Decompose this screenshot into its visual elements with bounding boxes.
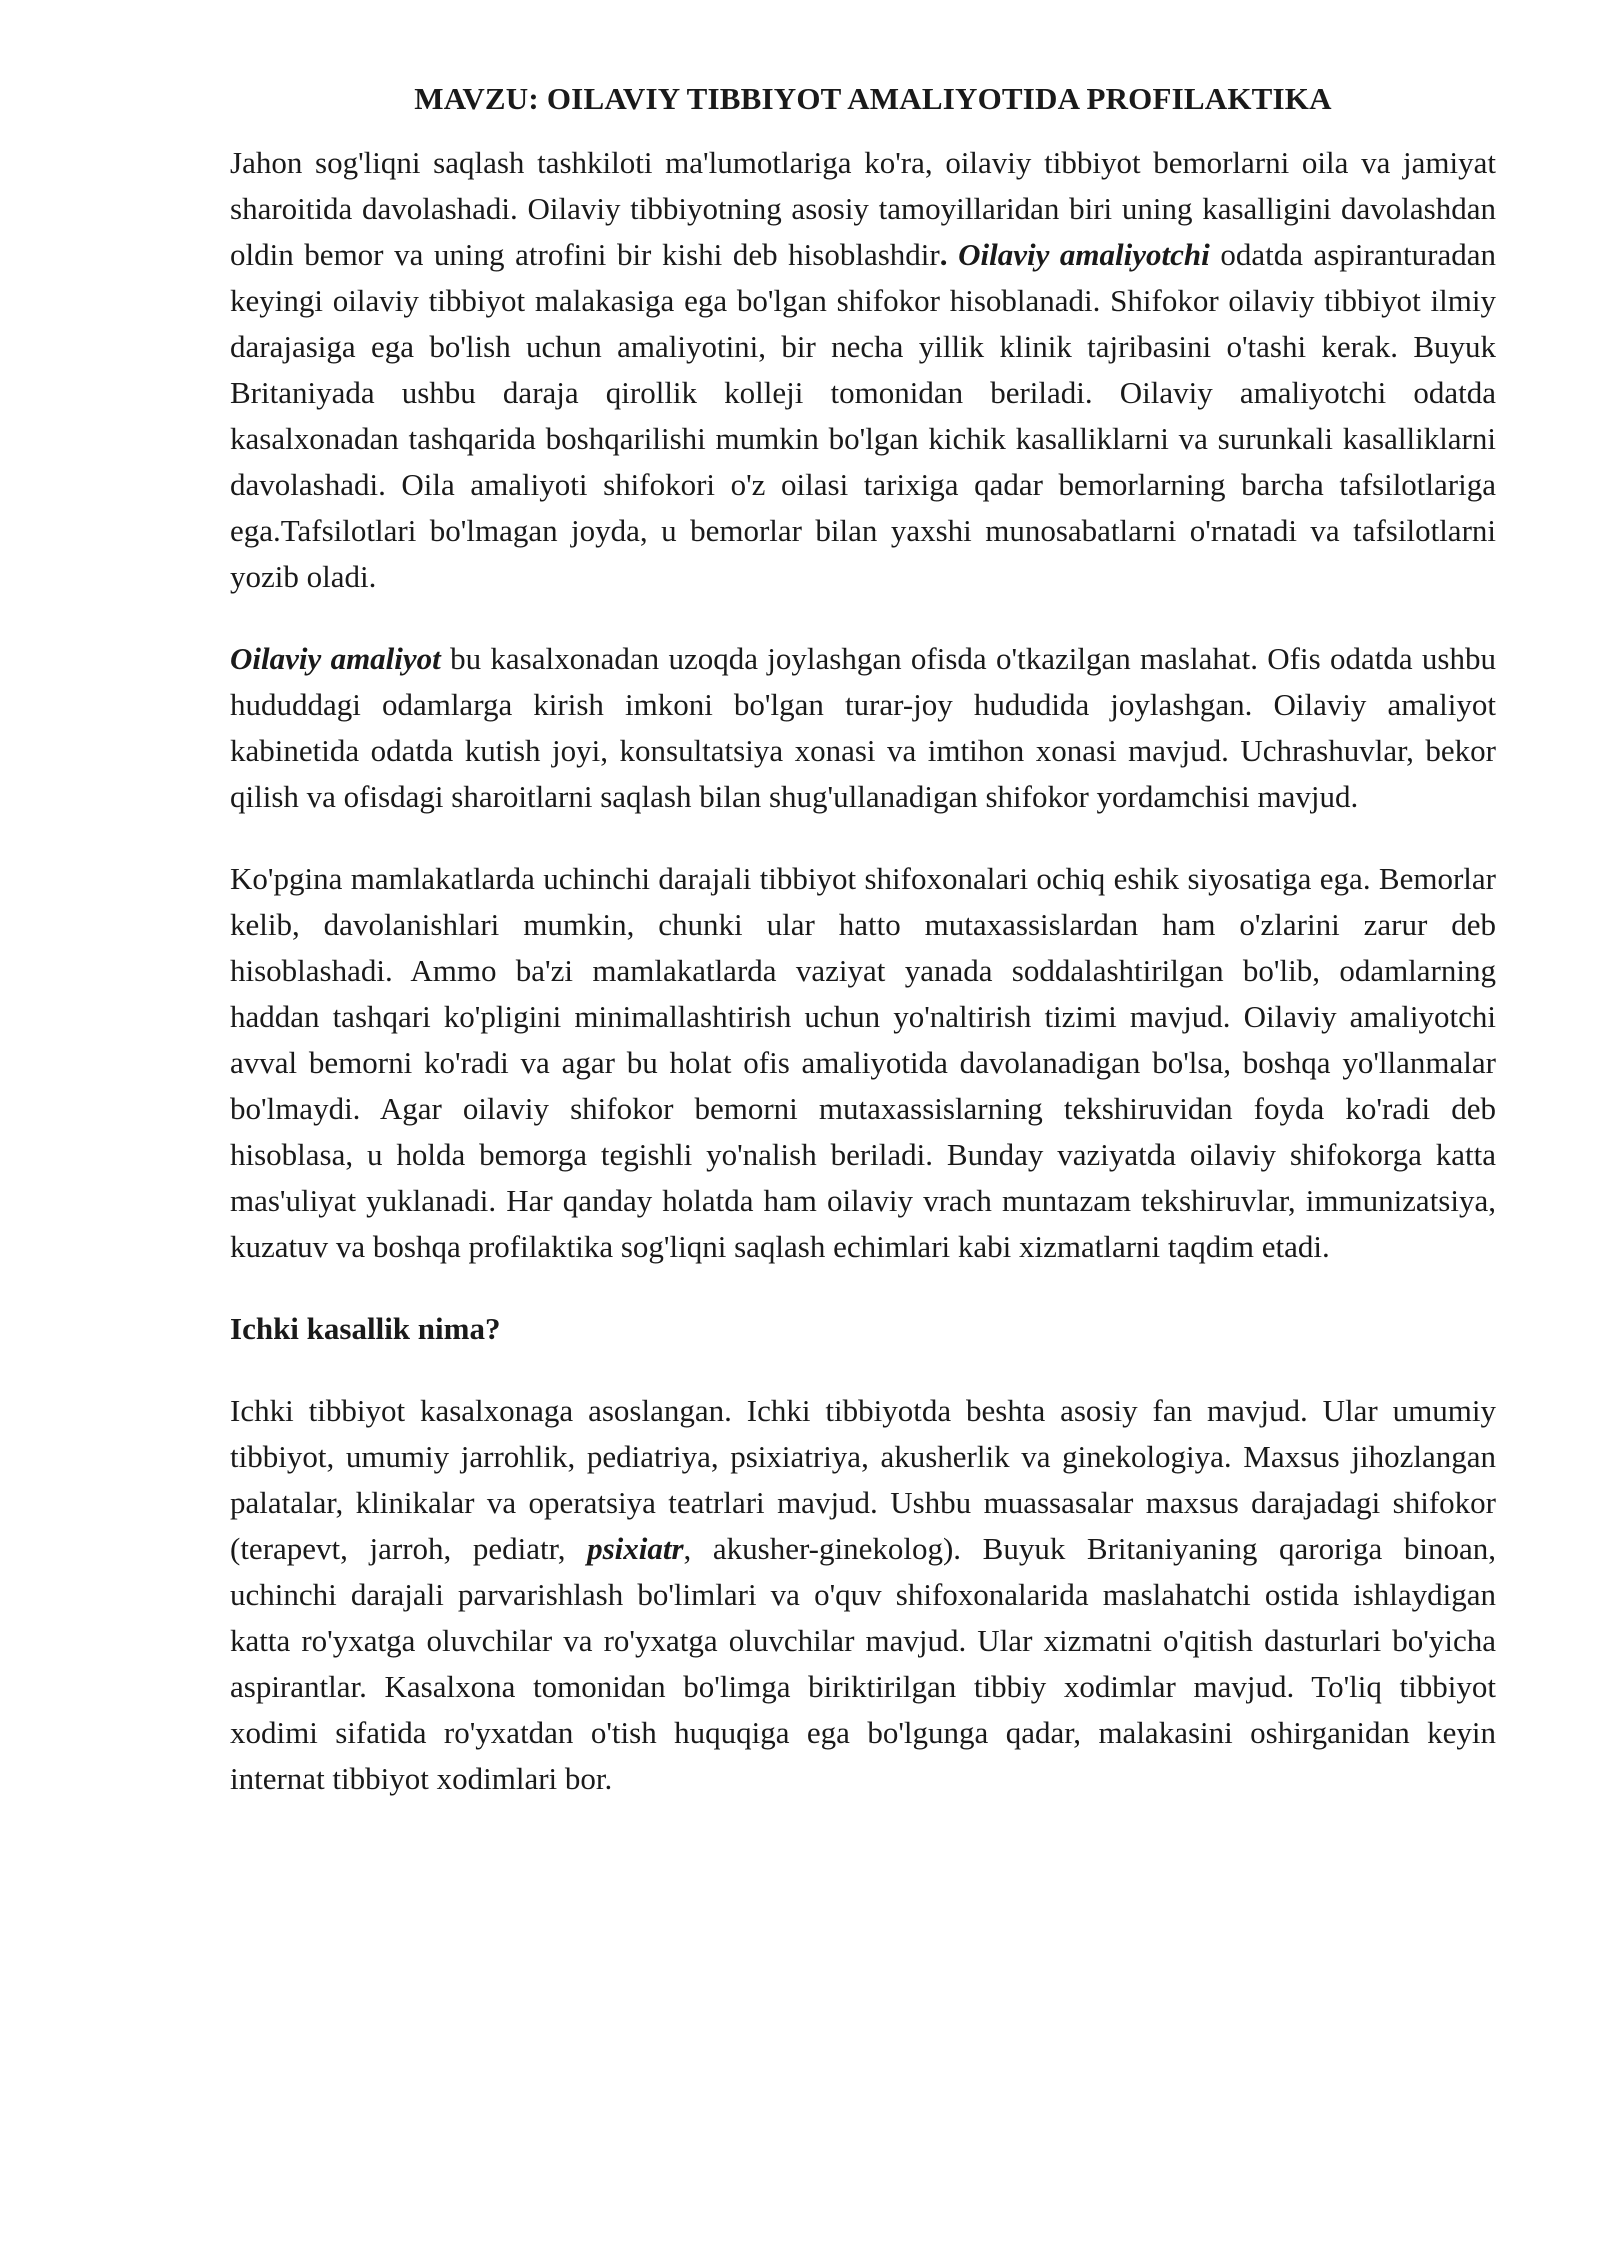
paragraph-text: Ichki tibbiyot kasalxonaga asoslangan. Ichki tibbiyotda beshta asosiy fan mavjud. Ular umumiy tibbiyot, umumiy jarrohlik, pediatriya, psixiatriya, akusherlik va ginekologiya. Maxsus jihozlangan palatalar, klinikalar va operatsiya teatrlari mavjud. Ushbu muassasalar maxsus darajadagi shifokor (terapevt, jarroh, pediatr, <box>230 1393 1496 1566</box>
paragraph-text: , akusher-ginekolog). Buyuk Britaniyaning qaroriga binoan, uchinchi darajali parvarishlash bo'limlari va o'quv shifoxonalarida maslahatchi ostida ishlaydigan katta ro'yxatga oluvchilar va ro'yxatga oluvchilar mavjud. Ular xizmatni o'qitish dasturlari bo'yicha aspirantlar. Kasalxona tomonidan bo'limga biriktirilgan tibbiy xodimlar mavjud. To'liq tibbiyot xodimi sifatida ro'yxatdan o'tish huquqiga ega bo'lgunga qadar, malakasini oshirganidan keyin internat tibbiyot xodimlari bor. <box>230 1531 1497 1796</box>
paragraph-text: bu kasalxonadan uzoqda joylashgan ofisda o'tkazilgan maslahat. Ofis odatda ushbu hududdagi odamlarga kirish imkoni bo'lgan turar-joy hududida joylashgan. Oilaviy amaliyot kabinetida odatda kutish joyi, konsultatsiya xonasi va imtihon xonasi mavjud. Uchrashuvlar, bekor qilish va ofisdagi sharoitlarni saqlash bilan shug'ullanadigan shifokor yordamchisi mavjud. <box>230 641 1496 814</box>
paragraph-text: odatda aspiranturadan keyingi oilaviy tibbiyot malakasiga ega bo'lgan shifokor hisoblanadi. Shifokor oilaviy tibbiyot ilmiy darajasiga ega bo'lish uchun amaliyotini, bir necha yillik klinik tajribasini o'tashi kerak. Buyuk Britaniyada ushbu daraja qirollik kolleji tomonidan beriladi. Oilaviy amaliyotchi odatda kasalxonadan tashqarida boshqarilishi mumkin bo'lgan kichik kasalliklarni va surunkali kasalliklarni davolashadi. Oila amaliyoti shifokori o'z oilasi tarixiga qadar bemorlarning barcha tafsilotlariga ega.Tafsilotlari bo'lmagan joyda, u bemorlar bilan yaxshi munosabatlarni o'rnatadi va tafsilotlarni yozib oladi. <box>230 237 1497 594</box>
bold-period: . <box>939 237 959 272</box>
document-title: MAVZU: OILAVIY TIBBIYOT AMALIYOTIDA PROFILAKTIKA <box>414 81 1332 116</box>
paragraph-family-medicine-intro <box>230 140 1496 600</box>
paragraph-text: Jahon sog'liqni saqlash tashkiloti ma'lumotlariga ko'ra, oilaviy tibbiyot bemorlarni oila va jamiyat sharoitida davolashadi. Oilaviy tibbiyotning asosiy tamoyillaridan biri uning kasalligini davolashdan oldin bemor va uning atrofini bir kishi deb hisoblashdir <box>230 145 1496 272</box>
term-family-practitioner: Oilaviy amaliyotchi <box>958 237 1210 272</box>
paragraph-referral-system: Ko'pgina mamlakatlarda uchinchi darajali tibbiyot shifoxonalari ochiq eshik siyosatiga ega. Bemorlar kelib, davolanishlari mumkin, chunki ular hatto mutaxassislardan ham o'zlarini zarur deb hisoblashadi. Ammo ba'zi mamlakatlarda vaziyat yanada soddalashtirilgan bo'lib, odamlarning haddan tashqari ko'pligini minimallashtirish uchun yo'naltirish tizimi mavjud. Oilaviy amaliyotchi avval bemorni ko'radi va agar bu holat ofis amaliyotida davolanadigan bo'lsa, boshqa yo'llanmalar bo'lmaydi. Agar oilaviy shifokor bemorni mutaxassislarning tekshiruvidan foyda ko'radi deb hisoblasa, u holda bemorga tegishli yo'nalish beriladi. Bunday vaziyatda oilaviy shifokorga katta mas'uliyat yuklanadi. Har qanday holatda ham oilaviy vrach muntazam tekshiruvlar, immunizatsiya, kuzatuv va boshqa profilaktika sog'liqni saqlash echimlari kabi xizmatlarni taqdim etadi. <box>230 861 1496 1264</box>
term-psychiatrist: psixiatr <box>587 1531 684 1566</box>
section-heading-internal-medicine: Ichki kasallik nima? <box>230 1311 501 1346</box>
paragraph-internal-medicine <box>230 1388 1496 1802</box>
paragraph-family-practice <box>230 636 1496 820</box>
term-family-practice: Oilaviy amaliyot <box>230 641 441 676</box>
